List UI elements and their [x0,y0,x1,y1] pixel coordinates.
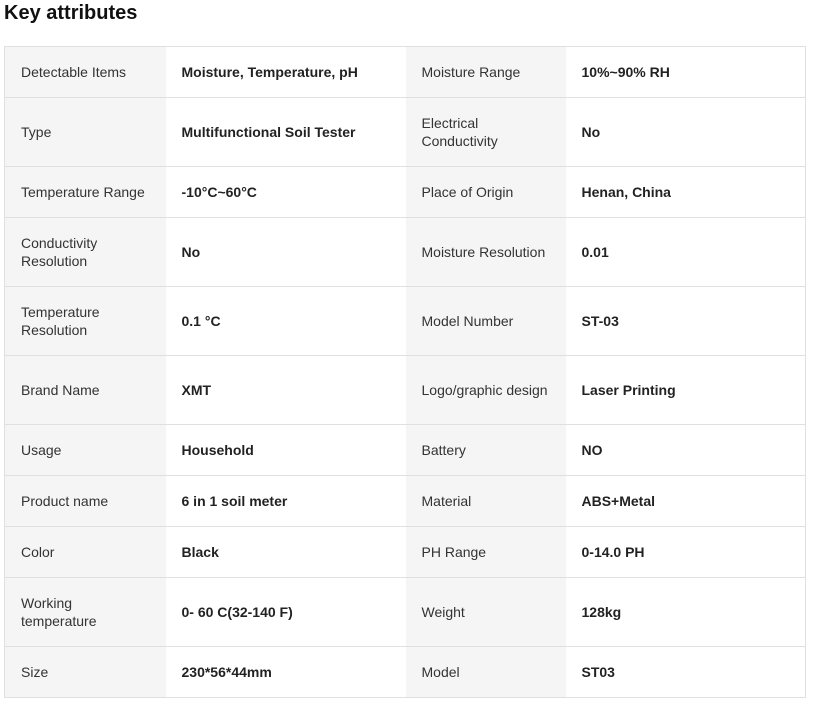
attribute-key: Conductivity Resolution [5,218,166,287]
table-row [5,527,806,578]
attribute-value: 0-14.0 PH [566,527,806,578]
table-row [5,218,806,287]
table-row [5,578,806,647]
attribute-key: Usage [5,425,166,476]
attribute-key: Place of Origin [406,167,566,218]
attribute-key: Product name [5,476,166,527]
attribute-value: 0- 60 C(32-140 F) [166,578,406,647]
attribute-key: PH Range [406,527,566,578]
attribute-value: Henan, China [566,167,806,218]
attribute-value: Household [166,425,406,476]
attribute-key: Logo/graphic design [406,356,566,425]
attribute-key: Temperature Range [5,167,166,218]
attribute-value: Multifunctional Soil Tester [166,98,406,167]
attribute-value: No [166,218,406,287]
attribute-value: XMT [166,356,406,425]
table-row [5,356,806,425]
attribute-value: No [566,98,806,167]
attribute-value: ST03 [566,647,806,698]
attribute-value: 0.01 [566,218,806,287]
table-row [5,476,806,527]
table-row [5,647,806,698]
attribute-value: 128kg [566,578,806,647]
attribute-value: NO [566,425,806,476]
attribute-key: Temperature Resolution [5,287,166,356]
attribute-value: 230*56*44mm [166,647,406,698]
attribute-key: Detectable Items [5,47,166,98]
attribute-value: Laser Printing [566,356,806,425]
attribute-key: Moisture Resolution [406,218,566,287]
table-row [5,287,806,356]
key-attributes-table [4,46,806,698]
attribute-key: Material [406,476,566,527]
attribute-key: Working temperature [5,578,166,647]
attribute-key: Size [5,647,166,698]
attribute-key: Weight [406,578,566,647]
attribute-value: 0.1 °C [166,287,406,356]
attribute-value: 6 in 1 soil meter [166,476,406,527]
attribute-key: Electrical Conductivity [406,98,566,167]
section-title: Key attributes [4,2,138,24]
attribute-key: Model [406,647,566,698]
attribute-value: Black [166,527,406,578]
table-row [5,47,806,98]
attribute-key: Brand Name [5,356,166,425]
attribute-value: -10°C~60°C [166,167,406,218]
attribute-value: ST-03 [566,287,806,356]
table-row [5,98,806,167]
attribute-value: 10%~90% RH [566,47,806,98]
attribute-value: Moisture, Temperature, pH [166,47,406,98]
attribute-value: ABS+Metal [566,476,806,527]
attribute-key: Color [5,527,166,578]
attribute-key: Battery [406,425,566,476]
attribute-key: Model Number [406,287,566,356]
table-row [5,425,806,476]
table-row [5,167,806,218]
attribute-key: Moisture Range [406,47,566,98]
attribute-key: Type [5,98,166,167]
